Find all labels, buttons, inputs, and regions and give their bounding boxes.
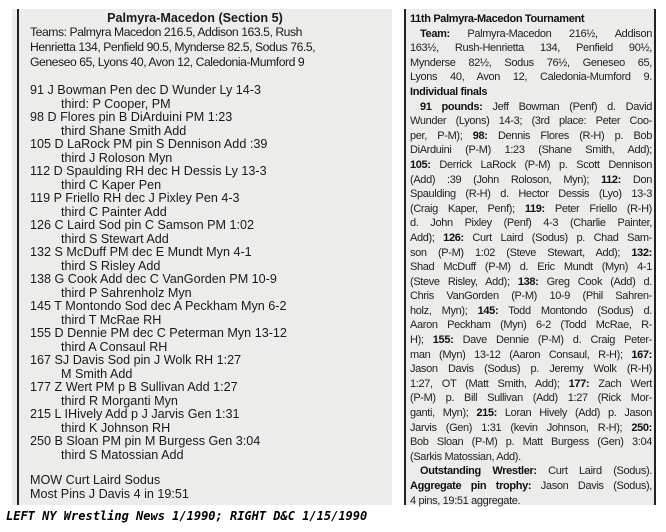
line-text: Dennis Flores (R-H) p. Bob	[487, 129, 652, 142]
line-text: Loran Hively (Add) p. Jason	[497, 407, 652, 420]
line-text: son (P-M) 1:02 (Steve Stewart, Add);	[410, 246, 632, 259]
weight-class-result	[30, 111, 388, 138]
article-line	[410, 304, 652, 319]
weight-class-result	[30, 435, 388, 462]
article-line	[410, 173, 652, 188]
line-text: Palmyra-Macedon 216½, Addison	[449, 27, 652, 40]
article-line	[410, 464, 652, 479]
third-place: third K Johnson RH	[61, 420, 171, 435]
left-clipping-text	[30, 9, 388, 501]
line-text: Derrick LaRock (P-M) p. Scott Dennison	[430, 158, 652, 171]
article-line	[410, 85, 652, 100]
article-line	[410, 479, 652, 494]
line-text: Curt Laird (Sodus) p. Chad Sam-	[463, 231, 652, 244]
line-text: Add);	[410, 231, 444, 244]
article-line	[410, 421, 652, 436]
third-place: third S Stewart Add	[61, 231, 169, 246]
bold-label: Individual finals	[410, 85, 488, 98]
third-place: third S Matossian Add	[61, 447, 184, 462]
left-most-pins: Most Pins J Davis 4 in 19:51	[30, 486, 189, 501]
bold-label: 98:	[472, 129, 488, 142]
article-line	[410, 129, 652, 144]
final-result: 132 S McDuff PM dec E Mundt Myn 4-1	[30, 245, 252, 259]
line-text: Todd Montondo (Sodus) d.	[498, 304, 652, 317]
line-text: Zach Wert	[589, 377, 652, 390]
bold-label: 105:	[410, 158, 431, 171]
line-text: (Add) :39 (John Roloson, Myn);	[410, 173, 601, 186]
line-text: Aaron Peckham (Myn) 6-2 (Todd McRae, R-	[410, 319, 652, 332]
article-line	[410, 202, 652, 217]
bold-label: Team:	[420, 27, 450, 40]
line-text: Wunder (Lyons) 14-3; (3rd place: Peter Coo-	[410, 115, 652, 128]
line-text: Mynderse 82½, Sodus 76½, Geneseo 65,	[410, 56, 652, 69]
article-line	[410, 143, 652, 158]
final-result: 91 J Bowman Pen dec D Wunder Ly 14-3	[30, 83, 262, 97]
line-text: Bob Sloan (P-M) p. Matt Burgess (Gen) 3:04	[410, 436, 652, 449]
caption: LEFT NY Wrestling News 1/1990; RIGHT D&C 1/15/1990	[6, 509, 368, 523]
article-line	[410, 391, 652, 406]
final-result: 105 D LaRock PM pin S Dennison Add :39	[30, 137, 268, 151]
line-text: DiArduini (P-M) 1:23 (Shane Smith, Add);	[410, 144, 652, 157]
line-text: ganti, Myn);	[410, 407, 477, 420]
third-place: third Shane Smith Add	[61, 123, 187, 138]
right-clipping	[404, 9, 656, 505]
line-text: 163½, Rush-Henrietta 134, Penfield 90½,	[410, 42, 652, 55]
bold-label: 167:	[631, 348, 652, 361]
line-text: Jason Davis (Sodus) p. Jeremy Wolk (R-H)	[410, 363, 652, 376]
weight-class-result	[30, 138, 388, 165]
line-text: Dave Dennie (P-M) d. Craig Peter-	[453, 334, 652, 347]
article-line	[410, 246, 652, 261]
bold-label: 155:	[432, 334, 454, 347]
article-line	[410, 114, 652, 129]
third-place: third: P Cooper, PM	[61, 96, 171, 111]
article-line	[410, 275, 652, 290]
article-line	[410, 289, 652, 304]
line-text: 1:27, OT (Matt Smith, Add);	[410, 377, 569, 390]
line-text: Jason Davis (Sodus),	[531, 480, 653, 492]
final-result: 155 D Dennie PM dec C Peterman Myn 13-12	[30, 326, 287, 340]
article-line	[410, 41, 652, 56]
third-place: third R Morganti Myn	[61, 393, 178, 408]
bold-label: 250:	[631, 421, 652, 434]
line-text: man (Myn) 13-12 (Aaron Consaul, R-H);	[410, 348, 632, 361]
third-place: M Smith Add	[61, 366, 133, 381]
bold-label: 215:	[476, 407, 497, 420]
article-line	[410, 318, 652, 333]
left-results-list	[30, 84, 388, 462]
line-text: d. John Pixley (Penf) 4-3 (Charlie Painter,	[410, 217, 652, 230]
left-clipping-border	[17, 9, 19, 505]
article-line	[410, 435, 652, 450]
bold-label: 126:	[443, 231, 464, 244]
weight-class-result	[30, 408, 388, 435]
final-result: 177 Z Wert PM p B Sullivan Add 1:27	[30, 380, 238, 394]
line-text: (Steve Risley, Add);	[410, 275, 518, 288]
article-line	[410, 158, 652, 173]
bold-label: 112:	[600, 173, 621, 186]
line-text: per, P-M);	[410, 129, 473, 142]
line-text: (Sarkis Matossian, Add).	[410, 450, 521, 463]
final-result: 126 C Laird Sod pin C Samson PM 1:02	[30, 218, 255, 232]
weight-class-result	[30, 192, 388, 219]
article-line	[410, 362, 652, 377]
third-place: third A Consaul RH	[61, 339, 168, 354]
team-scores-line: Henrietta 134, Penfield 90.5, Mynderse 82.5, Sodus 76.5,	[30, 40, 316, 54]
line-text: Spaulding (R-H) d. Hector Dessis (Lyo) 13-3	[410, 188, 652, 201]
weight-class-result	[30, 327, 388, 354]
line-text: Jarvis (Gen) 1:31 (kevin Johnson, R-H);	[410, 421, 632, 434]
weight-class-result	[30, 273, 388, 300]
third-place: third J Roloson Myn	[61, 150, 173, 165]
final-result: 138 G Cook Add dec C VanGorden PM 10-9	[30, 272, 277, 286]
line-text: Chris VanGorden (P-M) 10-9 (Phil Sahren-	[410, 290, 652, 303]
weight-class-result	[30, 84, 388, 111]
article-line	[410, 100, 652, 115]
line-text: Peter Friello (R-H)	[544, 202, 652, 215]
final-result: 145 T Montondo Sod dec A Peckham Myn 6-2	[30, 299, 287, 313]
left-title: Palmyra-Macedon (Section 5)	[107, 11, 283, 25]
bold-label: 91 pounds:	[420, 100, 483, 113]
line-text: H);	[410, 334, 433, 347]
bold-label: Aggregate pin trophy:	[410, 480, 532, 492]
article-line	[410, 333, 652, 348]
weight-class-result	[30, 381, 388, 408]
article-line	[410, 27, 652, 42]
article-line	[410, 70, 652, 85]
final-result: 167 SJ Davis Sod pin J Wolk RH 1:27	[30, 353, 242, 367]
weight-class-result	[30, 165, 388, 192]
line-text: Greg Cook (Add) d.	[538, 275, 653, 288]
line-text: (Craig Kaper, Penf);	[410, 202, 525, 215]
bold-label: Outstanding Wrestler:	[420, 465, 537, 478]
third-place: third C Kaper Pen	[61, 177, 162, 192]
final-result: 112 D Spaulding RH dec H Dessis Ly 13-3	[30, 164, 267, 178]
team-scores-line: Geneseo 65, Lyons 40, Avon 12, Caledonia-Mumford 9	[30, 55, 305, 69]
line-text: Lyons 40, Avon 12, Caledonia-Mumford 9.	[410, 71, 652, 84]
final-result: 215 L IHively Add p J Jarvis Gen 1:31	[30, 407, 240, 421]
final-result: 119 P Friello RH dec J Pixley Pen 4-3	[30, 191, 240, 205]
article-line	[410, 216, 652, 231]
article-line	[410, 348, 652, 363]
article-line	[410, 231, 652, 246]
third-place: third T McRae RH	[61, 312, 162, 327]
article-line	[410, 450, 652, 465]
weight-class-result	[30, 354, 388, 381]
weight-class-result	[30, 246, 388, 273]
bold-label: 11th Palmyra-Macedon Tournament	[410, 13, 585, 25]
article-line	[410, 377, 652, 392]
bold-label: 119:	[524, 202, 545, 215]
line-text: (P-M) p. Bill Sullivan (Add) 1:27 (Rick Mor-	[410, 392, 652, 405]
line-text: Jeff Bowman (Penf) d. David	[482, 100, 653, 113]
final-result: 98 D Flores pin B DiArduini PM 1:23	[30, 110, 233, 124]
article-line	[410, 406, 652, 421]
left-team-scores	[30, 25, 388, 70]
line-text: Don	[620, 173, 652, 186]
article-line	[410, 187, 652, 202]
line-text: Curt Laird (Sodus).	[536, 465, 652, 478]
line-text: holz, Myn);	[410, 304, 478, 317]
final-result: 250 B Sloan PM pin M Burgess Gen 3:04	[30, 434, 261, 448]
line-text: Shad McDuff (P-M) d. Eric Mundt (Myn) 4-1	[410, 261, 652, 274]
left-clipping	[12, 9, 392, 505]
right-clipping-text	[410, 12, 652, 508]
third-place: third P Sahrenholz Myn	[61, 285, 192, 300]
line-text: 4 pins, 19:51 aggregate.	[410, 494, 521, 507]
article-line	[410, 56, 652, 71]
bold-label: 145:	[477, 304, 499, 317]
left-mow: MOW Curt Laird Sodus	[30, 473, 161, 487]
bold-label: 177:	[568, 377, 590, 390]
weight-class-result	[30, 219, 388, 246]
article-line	[410, 260, 652, 275]
weight-class-result	[30, 300, 388, 327]
article-line	[410, 494, 652, 509]
team-scores-line: Teams: Palmyra Macedon 216.5, Addison 163.5, Rush	[30, 25, 302, 39]
third-place: third C Painter Add	[61, 204, 167, 219]
bold-label: 138:	[517, 275, 539, 288]
article-line	[410, 12, 652, 27]
bold-label: 132:	[631, 246, 652, 259]
third-place: third S Risley Add	[61, 258, 161, 273]
